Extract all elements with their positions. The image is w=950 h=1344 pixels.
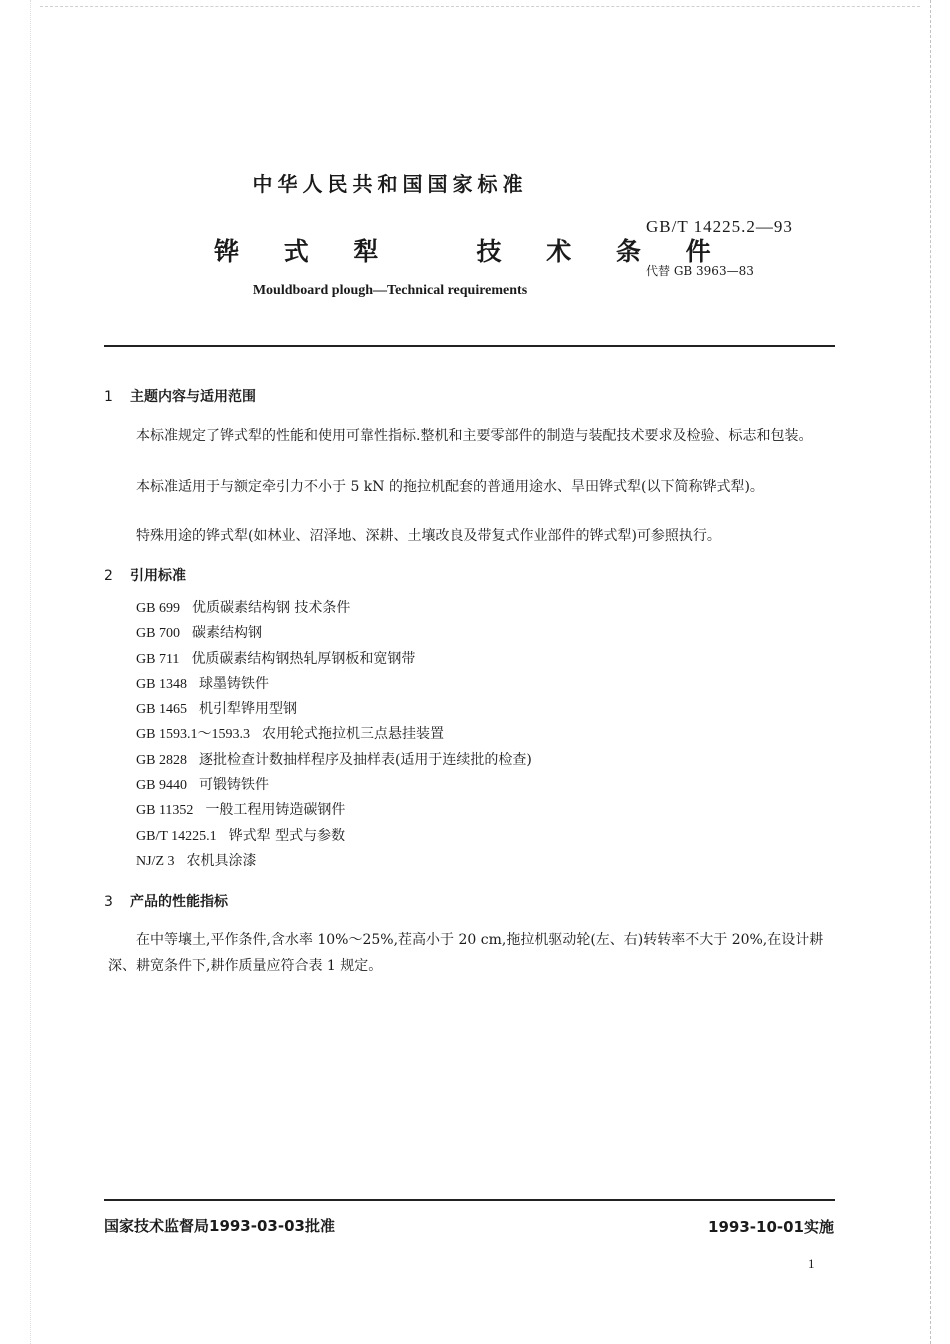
section-heading bbox=[104, 891, 228, 911]
scan-artifact-top bbox=[40, 6, 920, 8]
reference-item bbox=[136, 824, 816, 849]
reference-item bbox=[136, 722, 816, 747]
reference-title: 碳素结构钢 bbox=[191, 625, 262, 642]
reference-code: GB 9440 bbox=[136, 778, 187, 794]
reference-code: GB 700 bbox=[136, 626, 180, 642]
section-title: 主题内容与适用范围 bbox=[130, 389, 256, 405]
section-number: 3 bbox=[104, 894, 113, 910]
section-title: 引用标准 bbox=[130, 568, 186, 584]
reference-item bbox=[136, 849, 816, 874]
section-title: 产品的性能指标 bbox=[130, 894, 228, 910]
reference-code: GB 1465 bbox=[136, 702, 187, 718]
document-title-en: Mouldboard plough—Technical requirements bbox=[252, 283, 528, 298]
reference-title: 优质碳素结构钢 技术条件 bbox=[191, 600, 351, 616]
section-heading bbox=[104, 386, 256, 406]
reference-title: 一般工程用铸造碳钢件 bbox=[205, 802, 346, 819]
document-title-cn: 铧 式 犁 技 术 条 件 bbox=[214, 237, 729, 266]
reference-title: 机引犁铧用型钢 bbox=[198, 701, 297, 718]
reference-title: 逐批检查计数抽样程序及抽样表(适用于连续批的检查) bbox=[198, 751, 532, 768]
reference-item bbox=[136, 697, 816, 722]
reference-code: GB 1348 bbox=[136, 676, 187, 692]
reference-list bbox=[136, 596, 816, 874]
reference-item bbox=[136, 773, 816, 798]
reference-item bbox=[136, 672, 816, 697]
paragraph: 本标准规定了铧式犁的性能和使用可靠性指标.整机和主要零部件的制造与装配技术要求及检验、标志和包装。 bbox=[136, 428, 813, 444]
page-number: 1 bbox=[808, 1256, 815, 1271]
reference-code: GB/T 14225.1 bbox=[136, 828, 217, 844]
reference-title: 农机具涂漆 bbox=[186, 852, 257, 869]
paragraph: 在中等壤土,平作条件,含水率 10%～25%,茬高小于 20 cm,拖拉机驱动轮(左、右)转转率不大于 20%,在设计耕深、耕宽条件下,耕作质量应符合表 1 规定。 bbox=[108, 932, 824, 974]
reference-code: GB 1593.1～1593.3 bbox=[136, 727, 250, 743]
reference-code: GB 11352 bbox=[136, 803, 194, 819]
implementation-date: 1993-10-01实施 bbox=[708, 1218, 834, 1236]
standard-number: GB/T 14225.2—93 bbox=[646, 217, 793, 236]
header-divider bbox=[104, 345, 835, 347]
reference-item bbox=[136, 748, 816, 773]
paragraph: 特殊用途的铧式犁(如林业、沼泽地、深耕、土壤改良及带复式作业部件的铧式犁)可参照执行。 bbox=[136, 528, 721, 544]
paragraph: 本标准适用于与额定牵引力不小于 5 kN 的拖拉机配套的普通用途水、旱田铧式犁(以下简称铧式犁)。 bbox=[136, 479, 764, 495]
section-number: 1 bbox=[104, 389, 113, 405]
reference-code: GB 699 bbox=[136, 601, 180, 616]
reference-title: 可锻铸铁件 bbox=[198, 777, 269, 794]
scan-artifact-right bbox=[930, 0, 932, 1344]
footer-divider bbox=[104, 1199, 835, 1201]
reference-item bbox=[136, 621, 816, 646]
reference-title: 铧式犁 型式与参数 bbox=[228, 827, 346, 844]
reference-title: 球墨铸铁件 bbox=[198, 675, 269, 692]
reference-title: 农用轮式拖拉机三点悬挂装置 bbox=[261, 726, 444, 743]
replaces-note: 代替 GB 3963—83 bbox=[646, 264, 754, 278]
section-number: 2 bbox=[104, 568, 113, 584]
reference-item bbox=[136, 798, 816, 823]
reference-code: NJ/Z 3 bbox=[136, 853, 175, 869]
section-heading bbox=[104, 565, 186, 585]
reference-title: 优质碳素结构钢热轧厚钢板和宽钢带 bbox=[191, 650, 416, 667]
national-standard-heading: 中华人民共和国国家标准 bbox=[252, 172, 528, 196]
reference-code: GB 711 bbox=[136, 651, 180, 667]
approval-date: 国家技术监督局1993-03-03批准 bbox=[104, 1217, 335, 1235]
reference-code: GB 2828 bbox=[136, 752, 187, 768]
scan-artifact-left bbox=[30, 0, 32, 1344]
reference-item bbox=[136, 596, 816, 621]
reference-item bbox=[136, 647, 816, 672]
